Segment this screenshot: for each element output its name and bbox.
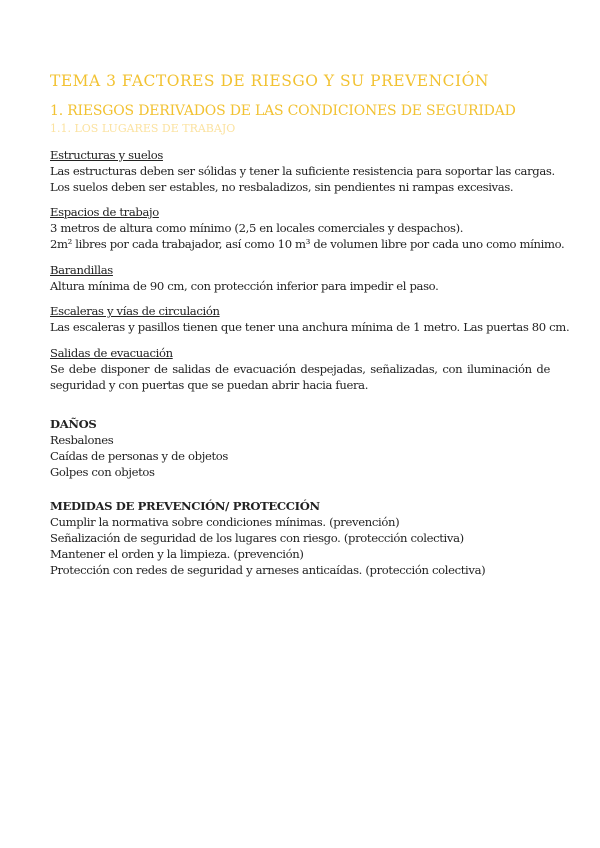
block-salidas: [50, 345, 550, 393]
block-line: 2m² libres por cada trabajador, así como 10 m³ de volumen libre por cada uno como mínimo.: [50, 237, 565, 251]
list-item: Señalización de seguridad de los lugares con riesgo. (protección colectiva): [50, 531, 464, 545]
block-heading: Espacios de trabajo: [50, 205, 159, 219]
block-estructuras: [50, 147, 555, 195]
block-line: 3 metros de altura como mínimo (2,5 en locales comerciales y despachos).: [50, 221, 464, 235]
danos-section: [50, 416, 550, 480]
block-line: Altura mínima de 90 cm, con protección inferior para impedir el paso.: [50, 279, 439, 293]
list-item: Caídas de personas y de objetos: [50, 449, 228, 463]
list-item: Cumplir la normativa sobre condiciones mínimas. (prevención): [50, 515, 400, 529]
document-title: TEMA 3 FACTORES DE RIESGO Y SU PREVENCIÓN: [50, 72, 489, 90]
danos-heading: DAÑOS: [50, 417, 97, 431]
block-heading: Escaleras y vías de circulación: [50, 304, 220, 318]
subsection-heading: 1.1. LOS LUGARES DE TRABAJO: [50, 122, 236, 135]
section-heading: 1. RIESGOS DERIVADOS DE LAS CONDICIONES DE SEGURIDAD: [50, 103, 516, 119]
list-item: Golpes con objetos: [50, 465, 155, 479]
block-heading: Estructuras y suelos: [50, 148, 163, 162]
block-line: Las estructuras deben ser sólidas y tener la suficiente resistencia para soportar las cargas.: [50, 164, 555, 178]
medidas-section: [50, 498, 550, 578]
block-line: Las escaleras y pasillos tienen que tener una anchura mínima de 1 metro. Las puertas 80 cm.: [50, 320, 570, 334]
block-espacios: [50, 204, 565, 252]
block-paragraph: Se debe disponer de salidas de evacuación despejadas, señalizadas, con iluminación de seguridad y con puertas que se puedan abrir hacia fuera.: [50, 362, 550, 392]
list-item: Resbalones: [50, 433, 114, 447]
block-heading: Salidas de evacuación: [50, 346, 173, 360]
block-heading: Barandillas: [50, 263, 113, 277]
block-escaleras: [50, 303, 570, 335]
block-line: Los suelos deben ser estables, no resbaladizos, sin pendientes ni rampas excesivas.: [50, 180, 514, 194]
block-barandillas: [50, 262, 550, 294]
medidas-heading: MEDIDAS DE PREVENCIÓN/ PROTECCIÓN: [50, 499, 320, 513]
list-item: Mantener el orden y la limpieza. (prevención): [50, 547, 304, 561]
list-item: Protección con redes de seguridad y arneses anticaídas. (protección colectiva): [50, 563, 486, 577]
